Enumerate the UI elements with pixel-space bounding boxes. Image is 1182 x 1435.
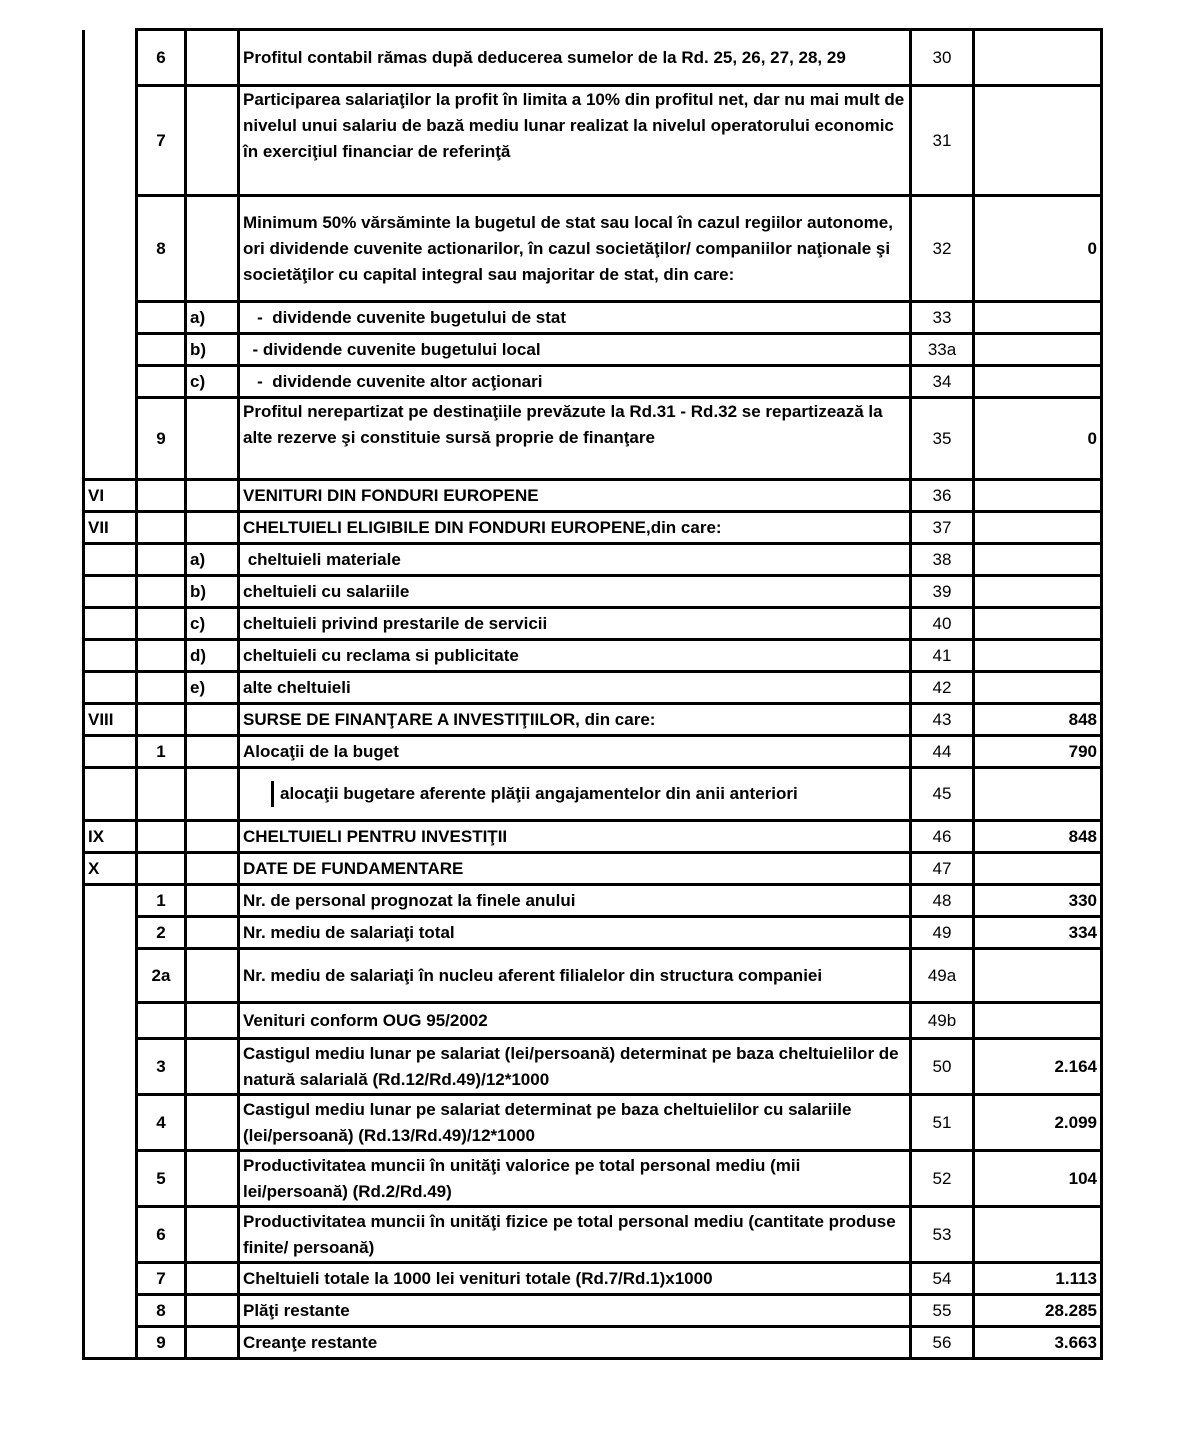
sub-item-cell (186, 949, 239, 1003)
value-cell (974, 544, 1102, 576)
item-number-cell: 8 (137, 1295, 186, 1327)
value-cell (974, 1003, 1102, 1039)
value-cell (974, 853, 1102, 885)
row-code-cell: 36 (911, 480, 974, 512)
row-code-cell: 32 (911, 196, 974, 302)
row-code-cell: 30 (911, 30, 974, 86)
value-cell: 1.113 (974, 1263, 1102, 1295)
row-code-cell: 35 (911, 398, 974, 480)
table-row (84, 480, 1102, 512)
indented-description: alocaţii bugetare aferente plăţii angajamentelor din anii anteriori (271, 781, 906, 807)
row-code-cell: 53 (911, 1207, 974, 1263)
item-number-cell (137, 512, 186, 544)
table-row (84, 1151, 1102, 1207)
description-cell: Castigul mediu lunar pe salariat (lei/persoană) determinat pe baza cheltuielilor de natură salarială (Rd.12/Rd.49)/12*1000 (239, 1039, 911, 1095)
row-code-cell: 33a (911, 334, 974, 366)
description-cell: cheltuieli materiale (239, 544, 911, 576)
sub-item-cell (186, 480, 239, 512)
section-roman-cell (84, 1263, 137, 1295)
item-number-cell: 6 (137, 1207, 186, 1263)
section-roman-cell (84, 302, 137, 334)
item-number-cell (137, 640, 186, 672)
section-roman-cell (84, 768, 137, 821)
row-code-cell: 44 (911, 736, 974, 768)
section-roman-cell (84, 736, 137, 768)
table-row (84, 366, 1102, 398)
value-cell (974, 86, 1102, 196)
row-code-cell: 56 (911, 1327, 974, 1359)
table-row (84, 885, 1102, 917)
value-cell: 848 (974, 704, 1102, 736)
item-number-cell: 7 (137, 86, 186, 196)
section-roman-cell: X (84, 853, 137, 885)
value-cell: 28.285 (974, 1295, 1102, 1327)
table-row (84, 576, 1102, 608)
row-code-cell: 40 (911, 608, 974, 640)
item-number-cell: 8 (137, 196, 186, 302)
row-code-cell: 39 (911, 576, 974, 608)
item-number-cell: 2 (137, 917, 186, 949)
item-number-cell: 1 (137, 736, 186, 768)
table-row (84, 768, 1102, 821)
table-row (84, 949, 1102, 1003)
table-row (84, 1003, 1102, 1039)
item-number-cell: 5 (137, 1151, 186, 1207)
sub-item-cell (186, 768, 239, 821)
row-code-cell: 55 (911, 1295, 974, 1327)
table-row (84, 608, 1102, 640)
section-roman-cell (84, 885, 137, 917)
description-cell: Participarea salariaţilor la profit în limita a 10% din profitul net, dar nu mai mult de nivelul unui salariu de bază mediu lunar realizat la nivelul operatorului economic în exerciţiul financiar de referinţă (239, 86, 911, 196)
description-cell: Cheltuieli totale la 1000 lei venituri totale (Rd.7/Rd.1)x1000 (239, 1263, 911, 1295)
table-row (84, 640, 1102, 672)
table-row (84, 672, 1102, 704)
sub-item-cell: a) (186, 302, 239, 334)
value-cell: 3.663 (974, 1327, 1102, 1359)
description-cell: Productivitatea muncii în unităţi fizice pe total personal mediu (cantitate produse finite/ persoană) (239, 1207, 911, 1263)
row-code-cell: 48 (911, 885, 974, 917)
item-number-cell (137, 544, 186, 576)
section-roman-cell (84, 640, 137, 672)
description-cell: - dividende cuvenite altor acţionari (239, 366, 911, 398)
row-code-cell: 54 (911, 1263, 974, 1295)
description-cell: cheltuieli cu salariile (239, 576, 911, 608)
section-roman-cell (84, 1327, 137, 1359)
description-cell: cheltuieli cu reclama si publicitate (239, 640, 911, 672)
item-number-cell: 1 (137, 885, 186, 917)
row-code-cell: 34 (911, 366, 974, 398)
sub-item-cell (186, 917, 239, 949)
sub-item-cell (186, 30, 239, 86)
item-number-cell: 7 (137, 1263, 186, 1295)
value-cell: 790 (974, 736, 1102, 768)
table-row (84, 398, 1102, 480)
sub-item-cell (186, 196, 239, 302)
sub-item-cell (186, 1295, 239, 1327)
sub-item-cell: b) (186, 334, 239, 366)
item-number-cell: 2a (137, 949, 186, 1003)
description-cell: Nr. de personal prognozat la finele anului (239, 885, 911, 917)
row-code-cell: 49 (911, 917, 974, 949)
item-number-cell: 4 (137, 1095, 186, 1151)
description-cell: Plăţi restante (239, 1295, 911, 1327)
sub-item-cell (186, 885, 239, 917)
section-roman-cell (84, 86, 137, 196)
sub-item-cell: c) (186, 366, 239, 398)
description-cell: Profitul nerepartizat pe destinaţiile prevăzute la Rd.31 - Rd.32 se repartizează la alte rezerve şi constituie sursă proprie de finanţare (239, 398, 911, 480)
table-row (84, 736, 1102, 768)
item-number-cell (137, 768, 186, 821)
value-cell (974, 608, 1102, 640)
table-row (84, 821, 1102, 853)
section-roman-cell (84, 608, 137, 640)
description-cell: CHELTUIELI ELIGIBILE DIN FONDURI EUROPENE,din care: (239, 512, 911, 544)
description-cell: alte cheltuieli (239, 672, 911, 704)
item-number-cell (137, 576, 186, 608)
table-row (84, 1263, 1102, 1295)
value-cell (974, 949, 1102, 1003)
section-roman-cell: VIII (84, 704, 137, 736)
row-code-cell: 51 (911, 1095, 974, 1151)
sub-item-cell (186, 853, 239, 885)
value-cell: 2.164 (974, 1039, 1102, 1095)
sub-item-cell (186, 736, 239, 768)
description-cell: Minimum 50% vărsăminte la bugetul de stat sau local în cazul regiilor autonome, ori dividende cuvenite actionarilor, în cazul societăţilor/ companiilor naţionale şi societăţilor cu capital integral sau majoritar de stat, din care: (239, 196, 911, 302)
table-row (84, 1095, 1102, 1151)
table-row (84, 917, 1102, 949)
item-number-cell (137, 672, 186, 704)
description-cell: Venituri conform OUG 95/2002 (239, 1003, 911, 1039)
value-cell: 0 (974, 398, 1102, 480)
value-cell: 0 (974, 196, 1102, 302)
row-code-cell: 42 (911, 672, 974, 704)
budget-table (82, 28, 1103, 1360)
description-cell: Castigul mediu lunar pe salariat determinat pe baza cheltuielilor cu salariile (lei/persoană) (Rd.13/Rd.49)/12*1000 (239, 1095, 911, 1151)
sub-item-cell (186, 1003, 239, 1039)
row-code-cell: 46 (911, 821, 974, 853)
row-code-cell: 52 (911, 1151, 974, 1207)
table-row (84, 302, 1102, 334)
description-cell: cheltuieli privind prestarile de servicii (239, 608, 911, 640)
section-roman-cell (84, 1039, 137, 1095)
section-roman-cell (84, 917, 137, 949)
table-row (84, 1327, 1102, 1359)
value-cell: 848 (974, 821, 1102, 853)
table-row (84, 544, 1102, 576)
value-cell (974, 366, 1102, 398)
value-cell (974, 334, 1102, 366)
row-code-cell: 50 (911, 1039, 974, 1095)
section-roman-cell (84, 544, 137, 576)
section-roman-cell (84, 398, 137, 480)
table-row (84, 1295, 1102, 1327)
section-roman-cell (84, 30, 137, 86)
row-code-cell: 49b (911, 1003, 974, 1039)
sub-item-cell (186, 821, 239, 853)
sub-item-cell (186, 86, 239, 196)
description-cell: CHELTUIELI PENTRU INVESTIŢII (239, 821, 911, 853)
section-roman-cell: IX (84, 821, 137, 853)
section-roman-cell: VII (84, 512, 137, 544)
description-cell: Creanţe restante (239, 1327, 911, 1359)
value-cell (974, 672, 1102, 704)
item-number-cell (137, 1003, 186, 1039)
value-cell (974, 30, 1102, 86)
description-cell: - dividende cuvenite bugetului de stat (239, 302, 911, 334)
sub-item-cell (186, 1263, 239, 1295)
section-roman-cell (84, 672, 137, 704)
section-roman-cell (84, 334, 137, 366)
item-number-cell (137, 366, 186, 398)
value-cell (974, 576, 1102, 608)
item-number-cell (137, 302, 186, 334)
row-code-cell: 33 (911, 302, 974, 334)
item-number-cell (137, 853, 186, 885)
item-number-cell: 9 (137, 398, 186, 480)
description-cell: Profitul contabil rămas după deducerea sumelor de la Rd. 25, 26, 27, 28, 29 (239, 30, 911, 86)
description-cell (239, 768, 911, 821)
table-row (84, 1207, 1102, 1263)
sub-item-cell (186, 1327, 239, 1359)
value-cell (974, 480, 1102, 512)
item-number-cell (137, 334, 186, 366)
value-cell: 2.099 (974, 1095, 1102, 1151)
section-roman-cell (84, 1151, 137, 1207)
sub-item-cell (186, 398, 239, 480)
row-code-cell: 45 (911, 768, 974, 821)
value-cell (974, 1207, 1102, 1263)
sub-item-cell (186, 512, 239, 544)
sub-item-cell (186, 1207, 239, 1263)
row-code-cell: 38 (911, 544, 974, 576)
section-roman-cell (84, 949, 137, 1003)
section-roman-cell (84, 196, 137, 302)
sub-item-cell (186, 1151, 239, 1207)
value-cell (974, 640, 1102, 672)
sub-item-cell (186, 1095, 239, 1151)
section-roman-cell (84, 1095, 137, 1151)
row-code-cell: 49a (911, 949, 974, 1003)
row-code-cell: 37 (911, 512, 974, 544)
item-number-cell (137, 704, 186, 736)
sub-item-cell: a) (186, 544, 239, 576)
section-roman-cell (84, 1295, 137, 1327)
item-number-cell: 3 (137, 1039, 186, 1095)
description-cell: SURSE DE FINANŢARE A INVESTIŢIILOR, din care: (239, 704, 911, 736)
value-cell: 334 (974, 917, 1102, 949)
value-cell (974, 768, 1102, 821)
description-cell: DATE DE FUNDAMENTARE (239, 853, 911, 885)
item-number-cell (137, 480, 186, 512)
table-row (84, 196, 1102, 302)
item-number-cell: 6 (137, 30, 186, 86)
row-code-cell: 31 (911, 86, 974, 196)
description-cell: Nr. mediu de salariaţi în nucleu aferent filialelor din structura companiei (239, 949, 911, 1003)
section-roman-cell (84, 366, 137, 398)
section-roman-cell (84, 1003, 137, 1039)
description-cell: Alocaţii de la buget (239, 736, 911, 768)
section-roman-cell (84, 576, 137, 608)
sub-item-cell (186, 1039, 239, 1095)
table-row (84, 704, 1102, 736)
table-row (84, 334, 1102, 366)
description-cell: Nr. mediu de salariaţi total (239, 917, 911, 949)
description-cell: VENITURI DIN FONDURI EUROPENE (239, 480, 911, 512)
value-cell (974, 302, 1102, 334)
row-code-cell: 43 (911, 704, 974, 736)
item-number-cell (137, 821, 186, 853)
table-row (84, 853, 1102, 885)
value-cell (974, 512, 1102, 544)
row-code-cell: 41 (911, 640, 974, 672)
table-row (84, 512, 1102, 544)
sub-item-cell: d) (186, 640, 239, 672)
value-cell: 330 (974, 885, 1102, 917)
value-cell: 104 (974, 1151, 1102, 1207)
item-number-cell (137, 608, 186, 640)
item-number-cell: 9 (137, 1327, 186, 1359)
sub-item-cell: c) (186, 608, 239, 640)
description-cell: - dividende cuvenite bugetului local (239, 334, 911, 366)
sub-item-cell: b) (186, 576, 239, 608)
table-row (84, 1039, 1102, 1095)
sub-item-cell: e) (186, 672, 239, 704)
section-roman-cell (84, 1207, 137, 1263)
table-row (84, 86, 1102, 196)
section-roman-cell: VI (84, 480, 137, 512)
description-cell: Productivitatea muncii în unităţi valorice pe total personal mediu (mii lei/persoană) (Rd.2/Rd.49) (239, 1151, 911, 1207)
sub-item-cell (186, 704, 239, 736)
row-code-cell: 47 (911, 853, 974, 885)
table-row (84, 30, 1102, 86)
